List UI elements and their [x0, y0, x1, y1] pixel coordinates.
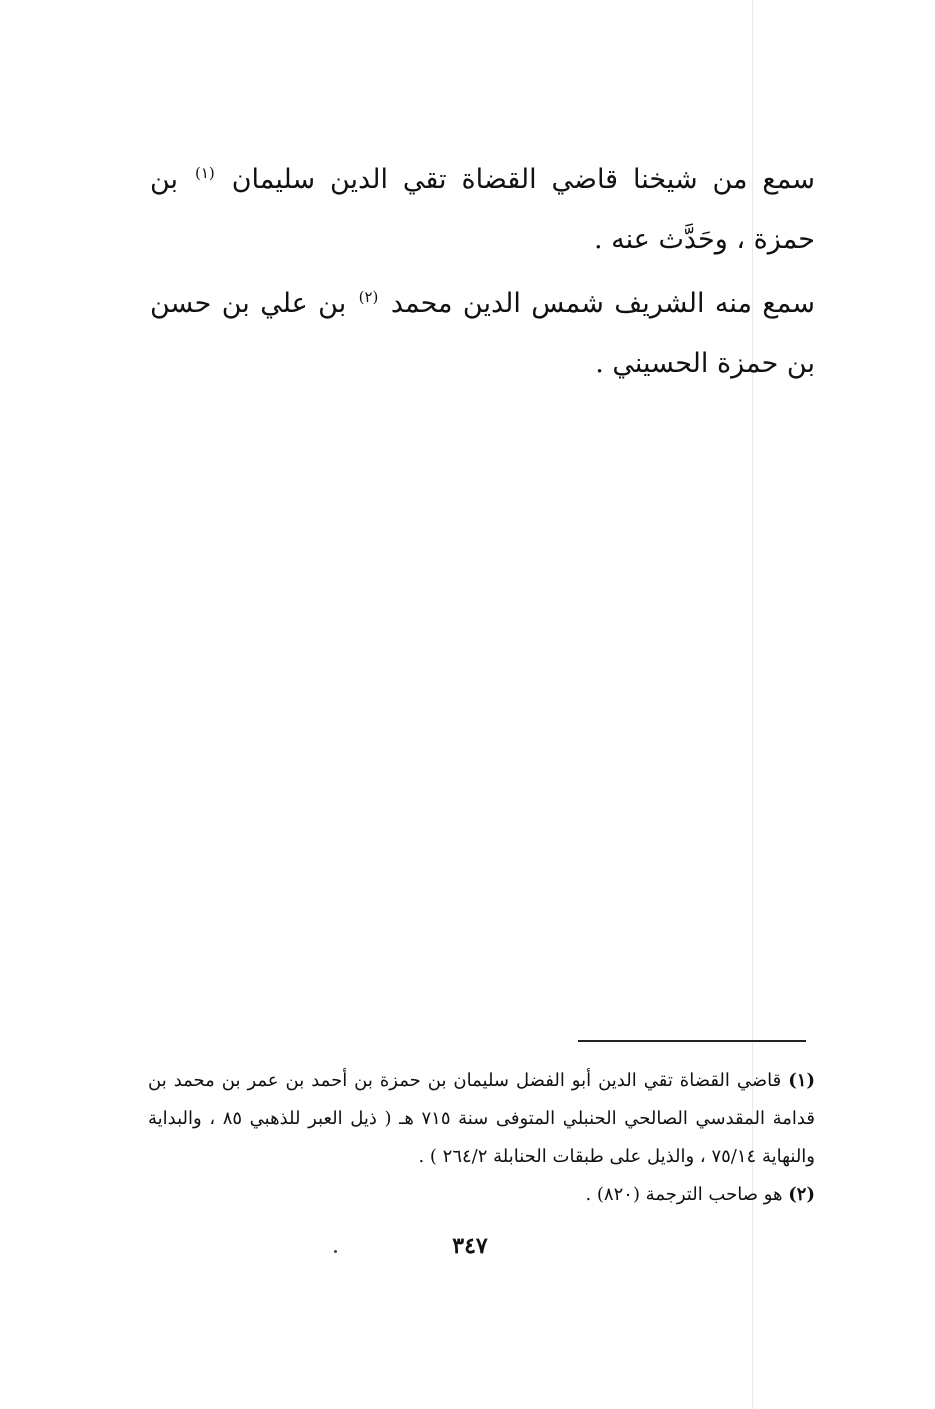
scan-speck — [334, 1250, 337, 1253]
paragraph-1-text-before: سمع من شيخنا قاضي القضاة تقي الدين سليمان — [231, 164, 816, 195]
footnote-2 — [148, 1176, 815, 1214]
footnote-1 — [148, 1062, 815, 1176]
footnotes — [148, 1062, 815, 1214]
footnote-2-text: هو صاحب الترجمة (٨٢٠) . — [585, 1184, 783, 1205]
paragraph-2-text-after: بن علي بن حسن بن حمزة الحسيني . — [150, 288, 815, 379]
footnote-1-text: قاضي القضاة تقي الدين أبو الفضل سليمان بن حمزة بن أحمد بن عمر بن محمد بن قدامة المقدسي الصالحي الحنبلي المتوفى سنة ٧١٥ هـ ( ذيل العبر للذهبي ٨٥ ، والبداية والنهاية ٧٥/١٤ ، والذيل على طبقات الحنابلة ٢٦٤/٢ ) . — [148, 1070, 815, 1167]
paragraph-1 — [150, 150, 815, 270]
paragraph-2-text-before: سمع منه الشريف شمس الدين محمد — [390, 288, 815, 319]
paragraph-1-text-after: بن حمزة ، وحَدَّث عنه . — [150, 164, 815, 255]
page-number: ٣٤٧ — [452, 1233, 488, 1259]
footnote-separator — [578, 1040, 806, 1042]
paragraph-2 — [150, 274, 815, 394]
main-text — [150, 150, 815, 398]
footnote-1-number: (١) — [788, 1070, 815, 1091]
footnote-2-number: (٢) — [788, 1184, 815, 1205]
footnote-ref-2[interactable]: (٢) — [358, 288, 379, 306]
footnote-ref-1[interactable]: (١) — [195, 164, 215, 182]
